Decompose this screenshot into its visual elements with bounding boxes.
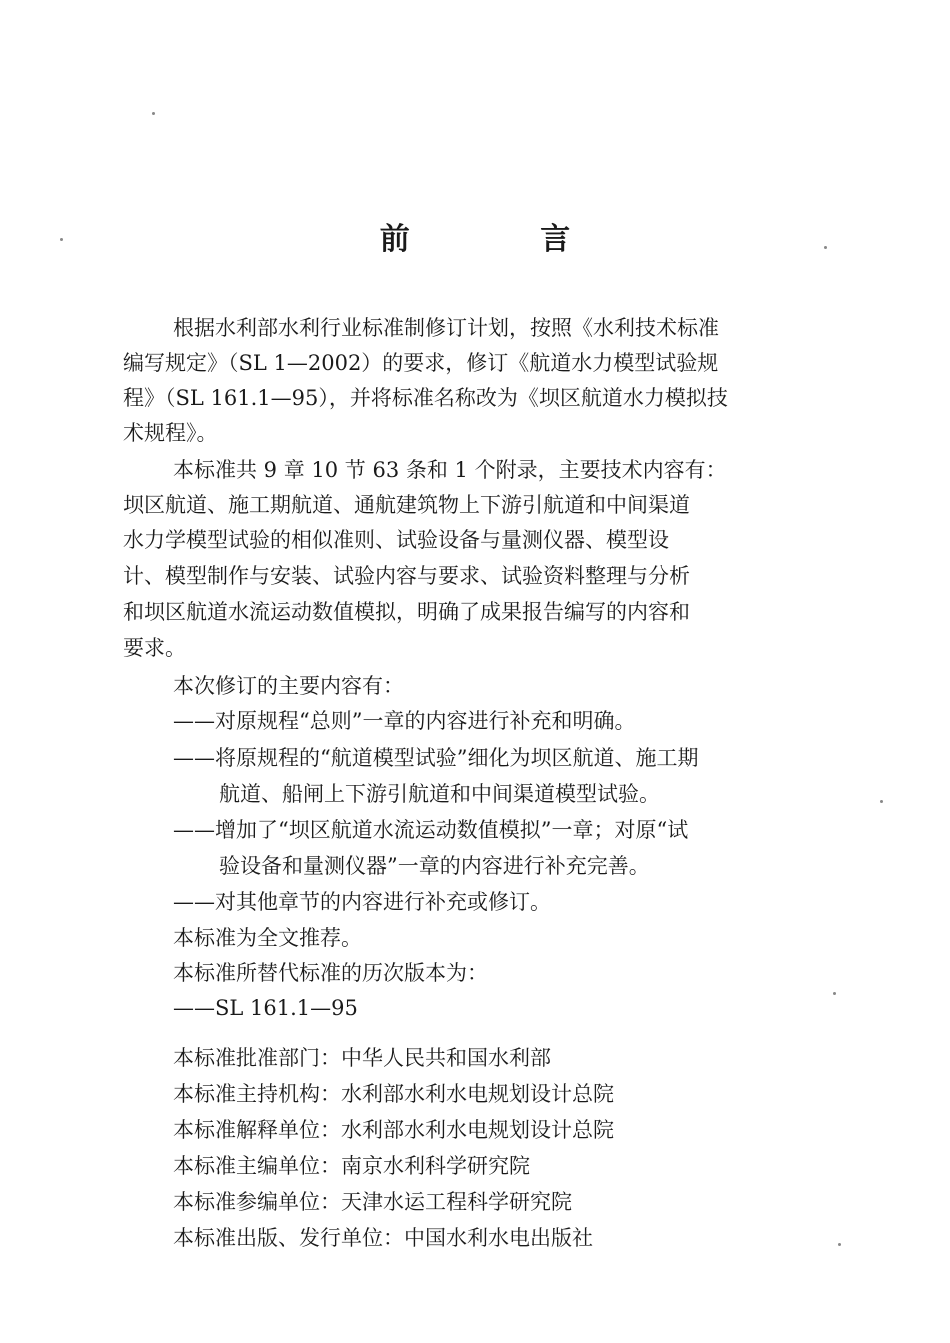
p5-line: 本标准所替代标准的历次版本为： (173, 961, 488, 985)
scan-speck (60, 238, 63, 241)
revision-item-2-line-2: 航道、船闸上下游引航道和中间渠道模型试验。 (219, 782, 660, 806)
p2-line-2: 坝区航道、施工期航道、通航建筑物上下游引航道和中间渠道 (123, 493, 690, 517)
p3-line: 本次修订的主要内容有： (173, 674, 404, 698)
p2-line-4: 计、模型制作与安装、试验内容与要求、试验资料整理与分析 (123, 564, 690, 588)
info-host-institution: 本标准主持机构：水利部水利水电规划设计总院 (173, 1082, 614, 1106)
scan-speck (152, 112, 155, 115)
p1-line-1: 根据水利部水利行业标准制修订计划，按照《水利技术标准 (173, 316, 719, 340)
scan-speck (838, 1243, 841, 1246)
scan-speck (824, 246, 827, 249)
p1-line-4: 术规程》。 (123, 421, 218, 445)
page-title: 前 言 (379, 222, 631, 257)
p4-line: 本标准为全文推荐。 (173, 926, 362, 950)
revision-item-2-line-1: ——将原规程的“航道模型试验”细化为坝区航道、施工期 (173, 746, 699, 770)
p1-line-3: 程》（SL 161.1—95），并将标准名称改为《坝区航道水力模拟技 (123, 386, 728, 410)
p6-line: ——SL 161.1—95 (173, 996, 358, 1020)
p2-line-5: 和坝区航道水流运动数值模拟，明确了成果报告编写的内容和 (123, 600, 690, 624)
revision-item-4: ——对其他章节的内容进行补充或修订。 (173, 890, 551, 914)
info-interpreting-unit: 本标准解释单位：水利部水利水电规划设计总院 (173, 1118, 614, 1142)
revision-item-1: ——对原规程“总则”一章的内容进行补充和明确。 (173, 709, 636, 733)
scan-speck (833, 992, 836, 995)
info-publisher: 本标准出版、发行单位：中国水利水电出版社 (173, 1226, 593, 1250)
p2-line-1: 本标准共 9 章 10 节 63 条和 1 个附录，主要技术内容有： (173, 458, 727, 482)
info-co-editor: 本标准参编单位：天津水运工程科学研究院 (173, 1190, 572, 1214)
revision-item-3-line-2: 验设备和量测仪器”一章的内容进行补充完善。 (219, 854, 650, 878)
scan-speck (880, 800, 883, 803)
p1-line-2: 编写规定》（SL 1—2002）的要求，修订《航道水力模型试验规 (123, 351, 719, 375)
p2-line-6: 要求。 (123, 636, 186, 660)
info-approving-dept: 本标准批准部门：中华人民共和国水利部 (173, 1046, 551, 1070)
p2-line-3: 水力学模型试验的相似准则、试验设备与量测仪器、模型设 (123, 528, 669, 552)
revision-item-3-line-1: ——增加了“坝区航道水流运动数值模拟”一章；对原“试 (173, 818, 689, 842)
info-chief-editor: 本标准主编单位：南京水利科学研究院 (173, 1154, 530, 1178)
